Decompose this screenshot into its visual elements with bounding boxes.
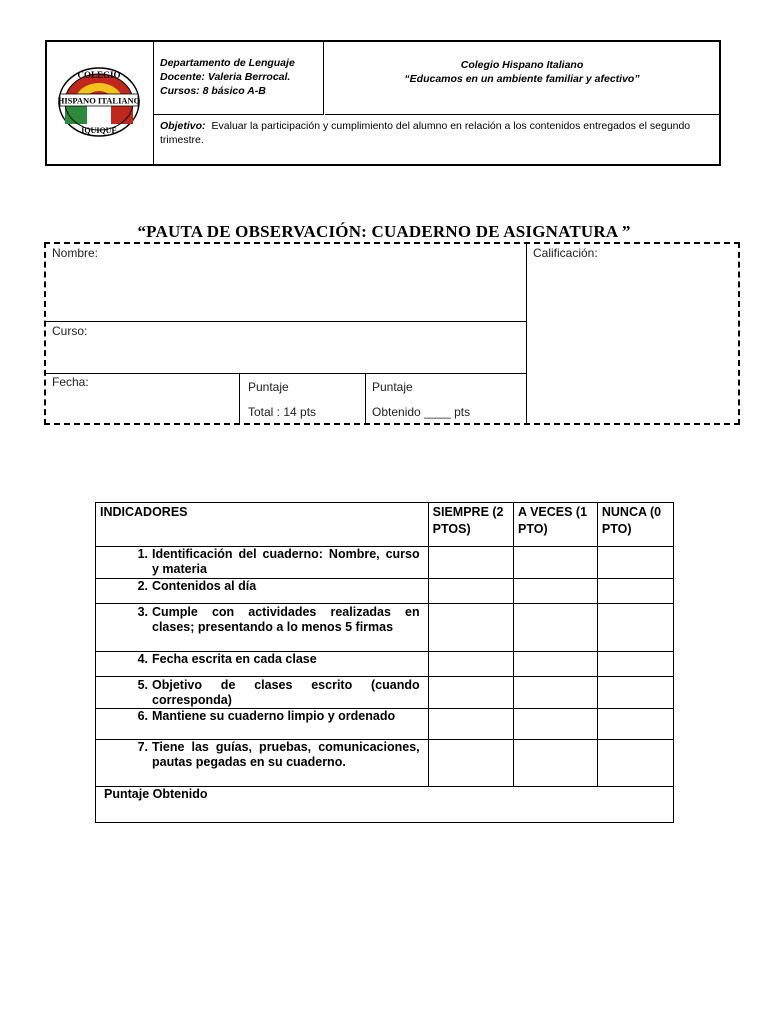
table-row [96, 579, 674, 604]
nunca-cell[interactable] [597, 740, 673, 787]
teacher-text: Docente: Valeria Berrocal. [160, 71, 291, 83]
a-veces-cell[interactable] [514, 740, 598, 787]
courses-text: Cursos: 8 básico A-B [160, 85, 266, 97]
siempre-cell[interactable] [428, 740, 513, 787]
date-label: Fecha: [52, 375, 89, 389]
a-veces-cell[interactable] [514, 709, 598, 740]
logo-cell [47, 42, 154, 164]
obtained-score-label: Puntaje [372, 380, 413, 394]
a-veces-cell[interactable] [514, 579, 598, 604]
row-number: 7. [137, 740, 148, 754]
grade-label: Calificación: [533, 246, 598, 260]
row-number: 5. [137, 678, 148, 692]
nunca-cell[interactable] [597, 709, 673, 740]
school-name: Colegio Hispano Italiano [460, 59, 584, 71]
indicators-table [95, 502, 674, 823]
siempre-cell[interactable] [428, 677, 513, 709]
document-header [45, 40, 721, 166]
nunca-cell[interactable] [597, 579, 673, 604]
row-label: Contenidos al día [152, 579, 257, 593]
a-veces-cell[interactable] [514, 547, 598, 579]
objective-label: Objetivo: [160, 120, 206, 132]
row-label: Identificación del cuaderno: Nombre, curso y materia [152, 547, 420, 576]
row-number: 3. [137, 605, 148, 619]
name-label: Nombre: [52, 246, 99, 260]
row-label: Fecha escrita en cada clase [152, 652, 317, 666]
school-motto: “Educamos en un ambiente familiar y afectivo” [404, 73, 640, 85]
table-row [96, 652, 674, 677]
logo-text-bottom: IQUIQUE [81, 126, 117, 135]
name-field[interactable] [46, 244, 527, 322]
table-row [96, 677, 674, 709]
siempre-cell[interactable] [428, 579, 513, 604]
table-row [96, 709, 674, 740]
table-header-row [96, 503, 674, 547]
nunca-cell[interactable] [597, 677, 673, 709]
row-label: Mantiene su cuaderno limpio y ordenado [152, 709, 396, 723]
nunca-cell[interactable] [597, 604, 673, 652]
nunca-cell[interactable] [597, 652, 673, 677]
table-footer-row [96, 787, 674, 823]
row-label: Cumple con actividades realizadas en clases; presentando a lo menos 5 firmas [152, 605, 420, 634]
row-number: 6. [137, 709, 148, 723]
department-cell [154, 42, 324, 115]
row-label: Objetivo de clases escrito (cuando corresponda) [152, 678, 420, 707]
table-row [96, 740, 674, 787]
header-a-veces: A VECES (1 PTO) [514, 503, 598, 547]
a-veces-cell[interactable] [514, 677, 598, 709]
siempre-cell[interactable] [428, 709, 513, 740]
header-siempre: SIEMPRE (2 PTOS) [428, 503, 513, 547]
row-number: 1. [137, 547, 148, 561]
total-obtained-label: Puntaje Obtenido [104, 787, 208, 801]
page-title: “PAUTA DE OBSERVACIÓN: CUADERNO DE ASIGNATURA ” [137, 222, 631, 241]
logo-text-middle: HISPANO ITALIANO [57, 95, 141, 106]
siempre-cell[interactable] [428, 652, 513, 677]
row-number: 2. [137, 579, 148, 593]
header-indicadores: INDICADORES [96, 503, 429, 547]
obtained-score-value: Obtenido ____ pts [372, 405, 471, 419]
grade-field[interactable] [527, 244, 738, 423]
total-score-value: Total : 14 pts [248, 405, 317, 419]
row-label: Tiene las guías, pruebas, comunicaciones, pautas pegadas en su cuaderno. [152, 740, 420, 769]
department-text: Departamento de Lenguaje [160, 57, 295, 69]
total-score-cell [240, 374, 366, 423]
nunca-cell[interactable] [597, 547, 673, 579]
student-info-box [44, 242, 740, 425]
school-cell [325, 42, 719, 115]
a-veces-cell[interactable] [514, 604, 598, 652]
siempre-cell[interactable] [428, 604, 513, 652]
course-field[interactable] [46, 322, 527, 374]
obtained-score-cell[interactable] [366, 374, 527, 423]
school-logo-icon [57, 58, 141, 150]
logo-text-top: COLEGIO [77, 70, 121, 80]
total-obtained-cell[interactable] [96, 787, 674, 823]
objective-text: Evaluar la participación y cumplimiento del alumno en relación a los contenidos entregados el segundo trimestre. [160, 120, 691, 146]
siempre-cell[interactable] [428, 547, 513, 579]
table-row [96, 547, 674, 579]
objective-cell [154, 116, 719, 164]
total-score-label: Puntaje [248, 380, 289, 394]
course-label: Curso: [52, 324, 88, 338]
a-veces-cell[interactable] [514, 652, 598, 677]
date-field[interactable] [46, 374, 240, 423]
row-number: 4. [137, 652, 148, 666]
header-nunca: NUNCA (0 PTO) [597, 503, 673, 547]
table-row [96, 604, 674, 652]
